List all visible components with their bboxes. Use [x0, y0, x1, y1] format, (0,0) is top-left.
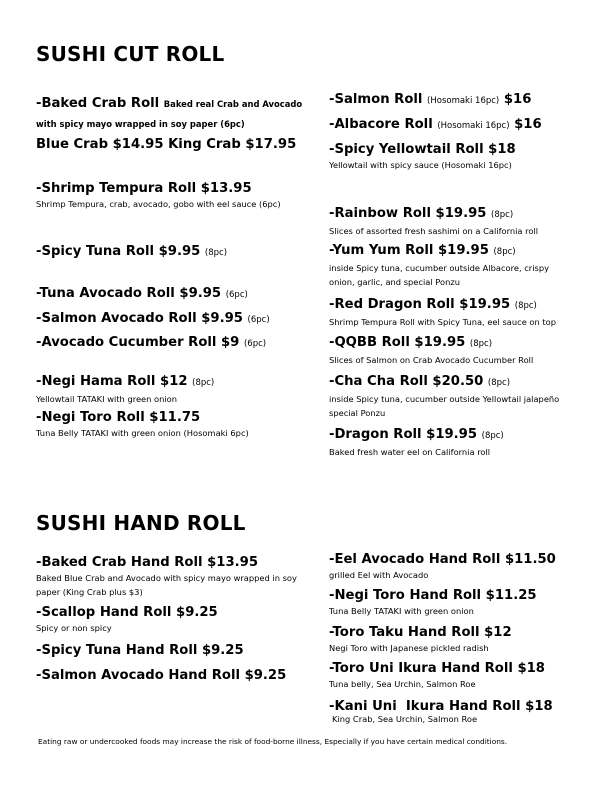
item-name: -Spicy Tuna Hand Roll $9.25	[36, 643, 244, 658]
item-description: Yellowtail TATAKI with green onion	[36, 394, 178, 404]
item-name: -Rainbow Roll $19.95	[329, 206, 487, 221]
menu-item	[329, 426, 504, 459]
menu-item	[329, 551, 556, 582]
menu-item	[36, 373, 214, 406]
item-name: -Baked Crab Roll	[36, 96, 160, 111]
health-disclaimer: Eating raw or undercooked foods may increase the risk of food-borne illness, Especially if you have certain medical conditions.	[38, 737, 508, 746]
menu-item	[36, 667, 286, 684]
item-piece-count: (8pc)	[487, 378, 511, 388]
item-description: inside Spicy tuna, cucumber outside Albacore, crispy onion, garlic, and special Ponzu	[329, 263, 549, 287]
item-name: -Toro Uni Ikura Hand Roll $18	[329, 661, 545, 676]
item-description: grilled Eel with Avocado	[329, 570, 429, 580]
menu-item	[329, 91, 531, 110]
item-description: Shrimp Tempura, crab, avocado, gobo with eel sauce (6pc)	[36, 199, 281, 209]
menu-item	[329, 334, 533, 367]
item-name: -Negi Hama Roll $12	[36, 374, 188, 389]
menu-item	[329, 296, 556, 329]
menu-item	[36, 180, 281, 211]
item-description: Tuna Belly TATAKI with green onion (Hosomaki 6pc)	[36, 428, 249, 438]
item-name: -Spicy Tuna Roll $9.95	[36, 244, 201, 259]
menu-item-baked-crab-roll	[36, 94, 306, 153]
item-price: $16	[514, 117, 542, 132]
menu-item	[329, 373, 591, 420]
menu-item	[36, 334, 266, 353]
menu-item	[36, 243, 227, 262]
item-piece-count: (8pc)	[481, 431, 504, 441]
item-name: -Spicy Yellowtail Roll $18	[329, 142, 516, 157]
item-name: -Salmon Avocado Roll $9.95	[36, 311, 243, 326]
item-description: Baked Blue Crab and Avocado with spicy mayo wrapped in soy paper (King Crab plus $3)	[36, 573, 297, 597]
item-name: -Shrimp Tempura Roll $13.95	[36, 181, 252, 196]
item-piece-count: (8pc)	[469, 339, 493, 349]
item-piece-count: (Hosomaki 16pc)	[427, 96, 500, 106]
item-name: -Dragon Roll $19.95	[329, 427, 478, 442]
menu-item	[36, 285, 248, 304]
item-name: -Avocado Cucumber Roll $9	[36, 335, 240, 350]
item-piece-count: (8pc)	[204, 248, 228, 258]
item-description: Shrimp Tempura Roll with Spicy Tuna, eel sauce on top	[329, 317, 557, 327]
menu-item	[329, 141, 516, 172]
item-name: -Cha Cha Roll $20.50	[329, 374, 484, 389]
menu-item	[36, 642, 244, 659]
item-description: Yellowtail with spicy sauce (Hosomaki 16pc)	[329, 160, 512, 170]
item-piece-count: (Hosomaki 16pc)	[437, 121, 510, 131]
item-name: -Tuna Avocado Roll $9.95	[36, 286, 222, 301]
item-prices: Blue Crab $14.95 King Crab $17.95	[36, 137, 297, 152]
item-name: -Negi Toro Hand Roll $11.25	[329, 588, 537, 603]
menu-item	[329, 587, 537, 618]
hand-roll-title: SUSHI HAND ROLL	[36, 511, 246, 535]
item-name: -Scallop Hand Roll $9.25	[36, 605, 218, 620]
item-description: Tuna Belly TATAKI with green onion	[329, 606, 474, 616]
menu-item	[329, 698, 553, 726]
item-name: -Salmon Roll	[329, 92, 423, 107]
item-name: -Red Dragon Roll $19.95	[329, 297, 511, 312]
item-description: Baked fresh water eel on California roll	[329, 447, 491, 457]
item-name: -Albacore Roll	[329, 117, 433, 132]
menu-item	[36, 409, 249, 440]
menu-item	[36, 554, 306, 599]
item-description: King Crab, Sea Urchin, Salmon Roe	[332, 714, 478, 724]
item-description: Spicy or non spicy	[36, 623, 112, 633]
item-piece-count: (8pc)	[514, 301, 537, 311]
cut-roll-title: SUSHI CUT ROLL	[36, 42, 225, 66]
item-piece-count: (8pc)	[491, 210, 514, 220]
menu-item	[36, 310, 270, 329]
item-price: $16	[503, 92, 532, 107]
item-description: Tuna belly, Sea Urchin, Salmon Roe	[329, 679, 476, 689]
menu-item	[329, 116, 542, 135]
menu-item	[329, 242, 591, 289]
item-name: -Toro Taku Hand Roll $12	[329, 625, 512, 640]
item-description: Slices of Salmon on Crab Avocado Cucumber Roll	[329, 355, 534, 365]
item-name: -Baked Crab Hand Roll $13.95	[36, 555, 259, 570]
menu-item	[329, 624, 512, 655]
item-piece-count: (6pc)	[247, 315, 270, 325]
item-inline-description: Baked real Crab and Avocado with spicy mayo wrapped in soy paper (6pc)	[36, 99, 303, 129]
menu-item	[329, 660, 545, 691]
item-description: Slices of assorted fresh sashimi on a California roll	[329, 226, 539, 236]
item-name: -Yum Yum Roll $19.95	[329, 243, 489, 258]
item-name: -Salmon Avocado Hand Roll $9.25	[36, 668, 287, 683]
menu-item	[329, 205, 538, 238]
item-piece-count: (6pc)	[225, 290, 248, 300]
item-name: -Kani Uni Ikura Hand Roll $18	[329, 699, 553, 714]
item-description: Negi Toro with Japanese pickled radish	[329, 643, 489, 653]
menu-item	[36, 604, 218, 635]
item-piece-count: (6pc)	[243, 339, 267, 349]
item-piece-count: (8pc)	[192, 378, 215, 388]
item-name: -QQBB Roll $19.95	[329, 335, 466, 350]
item-name: -Negi Toro Roll $11.75	[36, 410, 201, 425]
item-description: inside Spicy tuna, cucumber outside Yellowtail jalapeño special Ponzu	[329, 394, 560, 418]
item-name: -Eel Avocado Hand Roll $11.50	[329, 552, 556, 567]
item-piece-count: (8pc)	[493, 247, 516, 257]
